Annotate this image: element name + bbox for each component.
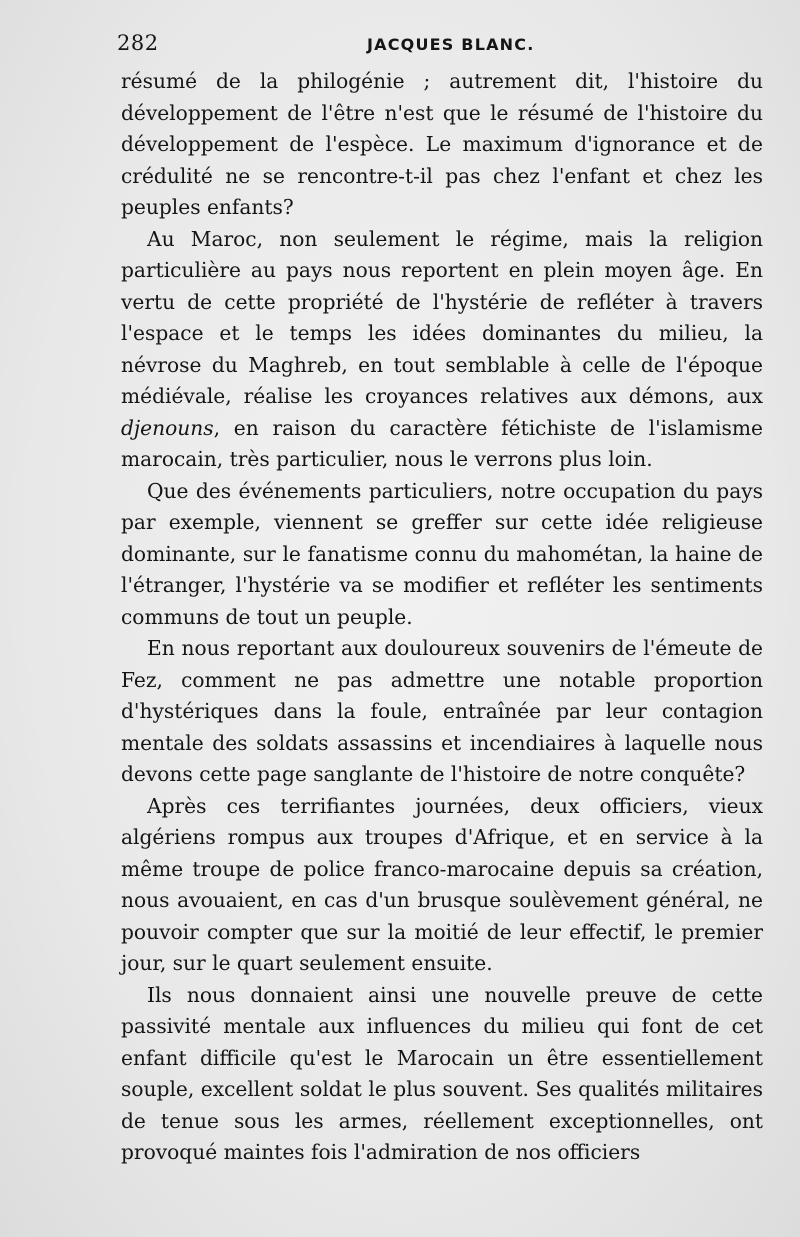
- paragraph-2-text-after: , en raison du caractère fétichiste de l'islamisme marocain, très particulier, nous le verrons plus loin.: [121, 415, 763, 471]
- page-number: 282: [117, 31, 159, 55]
- italic-term-djenouns: djenouns: [121, 415, 214, 440]
- paragraph-3-text: Que des événements particuliers, notre occupation du pays par exemple, viennent se greffer sur cette idée religieuse dominante, sur le fanatisme connu du mahométan, la haine de l'étranger, l'hystérie va se modifier et refléter les sentiments communs de tout un peuple.: [121, 478, 763, 629]
- paragraph-4-text: En nous reportant aux douloureux souvenirs de l'émeute de Fez, comment ne pas admettre une notable proportion d'hystériques dans la foule, entraînée par leur contagion mentale des soldats assassins et incendiaires à laquelle nous devons cette page sanglante de l'histoire de notre conquête?: [121, 636, 763, 786]
- paragraph-2-text-before: Au Maroc, non seulement le régime, mais la religion particulière au pays nous reportent en plein moyen âge. En vertu de cette propriété de l'hystérie de refléter à travers l'espace et le temps les idées dominantes du milieu, la névrose du Maghreb, en tout semblable à celle de l'époque médiévale, réalise les croyances relatives aux démons, aux: [121, 226, 763, 408]
- paragraph-5-text: Après ces terrifiantes journées, deux officiers, vieux algériens rompus aux troupes d'Afrique, et en service à la même troupe de police franco-marocaine depuis sa création, nous avouaient, en cas d'un brusque soulèvement général, ne pouvoir compter que sur la moitié de leur effectif, le premier jour, sur le quart seulement ensuite.: [121, 793, 763, 975]
- paragraph-1: [121, 66, 763, 224]
- body-text: [121, 66, 763, 1169]
- paragraph-5: [121, 791, 763, 980]
- paragraph-2: [121, 224, 763, 476]
- paragraph-1-text: résumé de la philogénie ; autrement dit, l'histoire du développement de l'être n'est que le résumé de l'histoire du développement de l'espèce. Le maximum d'ignorance et de crédulité ne se rencontre-t-il pas chez l'enfant et chez les peuples enfants?: [121, 69, 763, 219]
- paragraph-4: [121, 633, 763, 791]
- page-header: [117, 31, 762, 61]
- running-head: JACQUES BLANC.: [367, 35, 535, 54]
- paragraph-6: [121, 980, 763, 1169]
- paragraph-3: [121, 476, 763, 634]
- paragraph-6-text: Ils nous donnaient ainsi une nouvelle preuve de cette passivité mentale aux influences du milieu qui font de cet enfant difficile qu'est le Marocain un être essentiellement souple, excellent soldat le plus souvent. Ses qualités militaires de tenue sous les armes, réellement exceptionnelles, ont provoqué maintes fois l'admiration de nos officiers: [121, 982, 763, 1164]
